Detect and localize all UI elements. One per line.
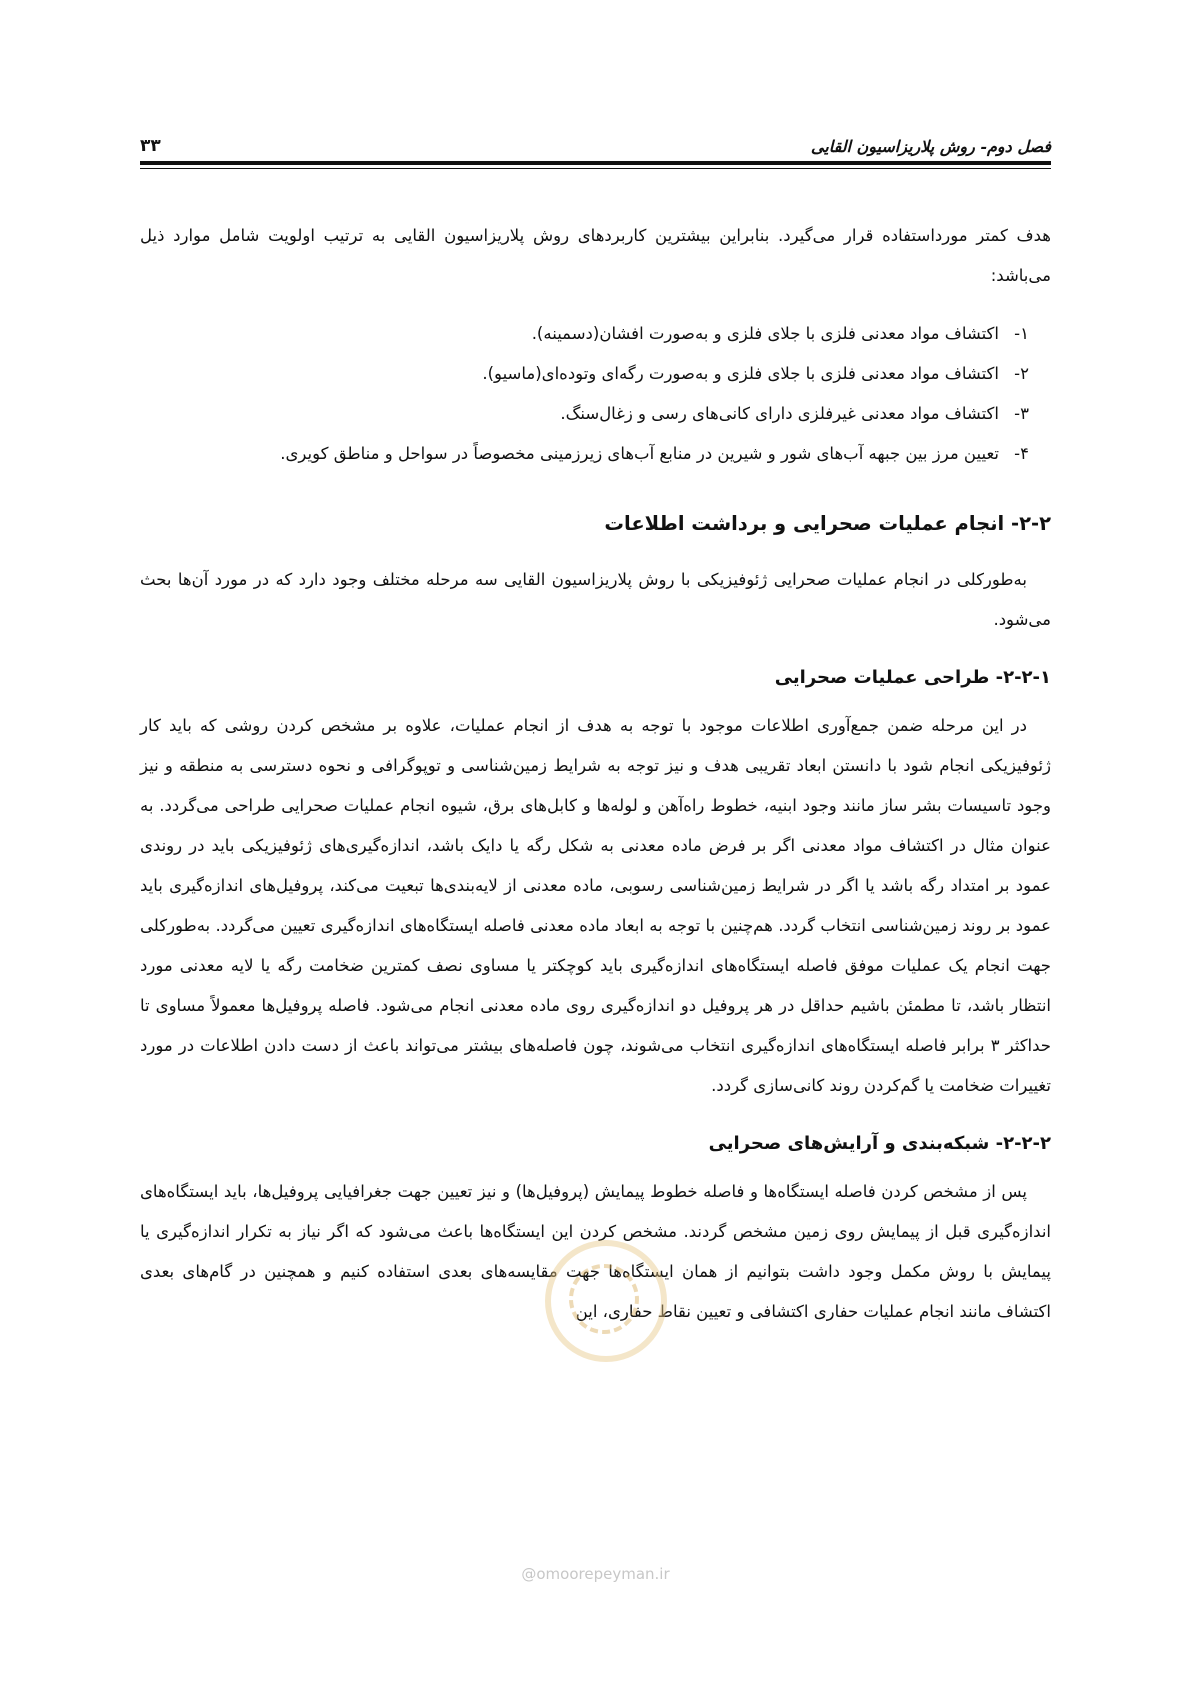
list-item: [140, 354, 1029, 394]
application-list: [140, 314, 1051, 474]
list-item-text: اکتشاف مواد معدنی فلزی با جلای فلزی و به‌صورت رگه‌ای وتوده‌ای(ماسیو).: [482, 364, 999, 383]
page-number: ۳۳: [140, 136, 161, 156]
list-item-number: ۱-: [1014, 324, 1029, 343]
section-heading-2-2: ۲-۲- انجام عملیات صحرایی و برداشت اطلاعات: [604, 512, 1051, 535]
section-heading-2-2-2: ۲-۲-۲- شبکه‌بندی و آرایش‌های صحرایی: [708, 1133, 1051, 1154]
list-item-number: ۳-: [1014, 404, 1029, 423]
section-heading-2-2-1: ۲-۲-۱- طراحی عملیات صحرایی: [774, 667, 1051, 688]
header-rule-thin: [140, 168, 1051, 169]
list-item-text: تعیین مرز بین جبهه آب‌های شور و شیرین در منابع آب‌های زیرزمینی مخصوصاً در سواحل و مناطق کویری.: [280, 444, 999, 463]
section-2-2-paragraph: به‌طورکلی در انجام عملیات صحرایی ژئوفیزیکی با روش پلاریزاسیون القایی سه مرحله مختلف وجود دارد که در مورد آن‌ها بحث می‌شود.: [140, 570, 1051, 629]
list-item-text: اکتشاف مواد معدنی فلزی با جلای فلزی و به‌صورت افشان(دسمینه).: [531, 324, 999, 343]
list-item-number: ۲-: [1014, 364, 1029, 383]
watermark-handle: @omoorepeyman.ir: [521, 1565, 670, 1583]
section-2-2-1-paragraph: در این مرحله ضمن جمع‌آوری اطلاعات موجود با توجه به هدف از انجام عملیات، علاوه بر مشخص کردن روشی که باید کار ژئوفیزیکی انجام شود با دانستن ابعاد تقریبی هدف و نیز توجه به شرایط زمین‌شناسی و توپوگرافی و نحوه دسترسی به منطقه و نیز وجود تاسیسات بشر ساز مانند وجود ابنیه، خطوط راه‌آهن و لوله‌ها و کابل‌های برق، شیوه انجام عملیات صحرایی طراحی می‌گردد. به عنوان مثال در اکتشاف مواد معدنی اگر بر فرض ماده معدنی به شکل رگه یا دایک باشد، اندازه‌گیری‌های ژئوفیزیکی باید در روندی عمود بر امتداد رگه باشد یا اگر در شرایط زمین‌شناسی رسوبی، ماده معدنی از لایه‌بندی‌ها تبعیت می‌کند، پروفیل‌های اندازه‌گیری باید عمود بر روند زمین‌شناسی انتخاب گردد. هم‌چنین با توجه به ابعاد ماده معدنی فاصله ایستگاه‌های اندازه‌گیری تعیین می‌گردد. به‌طورکلی جهت انجام یک عملیات موفق فاصله ایستگاه‌های اندازه‌گیری باید کوچکتر یا مساوی نصف کمترین ضخامت رگه یا لایه معدنی مورد انتظار باشد، تا مطمئن باشیم حداقل در هر پروفیل دو اندازه‌گیری روی ماده معدنی انجام می‌شود. فاصله پروفیل‌ها معمولاً مساوی تا حداکثر ۳ برابر فاصله ایستگاه‌های اندازه‌گیری انتخاب می‌شوند، چون فاصله‌های بیشتر می‌تواند باعث از دست دادن اطلاعات در مورد تغییرات ضخامت یا گم‌کردن روند کانی‌سازی گردد.: [140, 716, 1051, 1095]
body-content: [140, 216, 1051, 1332]
chapter-title: فصل دوم- روش پلاریزاسیون القایی: [810, 137, 1051, 156]
intro-paragraph: هدف کمتر مورداستفاده قرار می‌گیرد. بنابراین بیشترین کاربردهای روش پلاریزاسیون القایی به ترتیب اولویت شامل موارد ذیل می‌باشد:: [140, 226, 1051, 285]
section-2-2-2-paragraph: پس از مشخص کردن فاصله ایستگاه‌ها و فاصله خطوط پیمایش (پروفیل‌ها) و نیز تعیین جهت جغرافیایی پروفیل‌ها، باید ایستگاه‌های اندازه‌گیری قبل از پیمایش روی زمین مشخص گردند. مشخص کردن این ایستگاه‌ها باعث می‌شود که اگر نیاز به تکرار اندازه‌گیری یا پیمایش با روش مکمل وجود داشت بتوانیم از همان ایستگاه‌ها جهت مقایسه‌های بعدی استفاده کنیم و همچنین در گام‌های بعدی اکتشاف مانند انجام عملیات حفاری اکتشافی و تعیین نقاط حفاری، این: [140, 1182, 1051, 1321]
list-item-text: اکتشاف مواد معدنی غیرفلزی دارای کانی‌های رسی و زغال‌سنگ.: [560, 404, 999, 423]
running-header: [140, 128, 1051, 156]
list-item: [140, 434, 1029, 474]
header-rule-thick: [140, 161, 1051, 165]
list-item: [140, 314, 1029, 354]
list-item-number: ۴-: [1014, 444, 1029, 463]
list-item: [140, 394, 1029, 434]
